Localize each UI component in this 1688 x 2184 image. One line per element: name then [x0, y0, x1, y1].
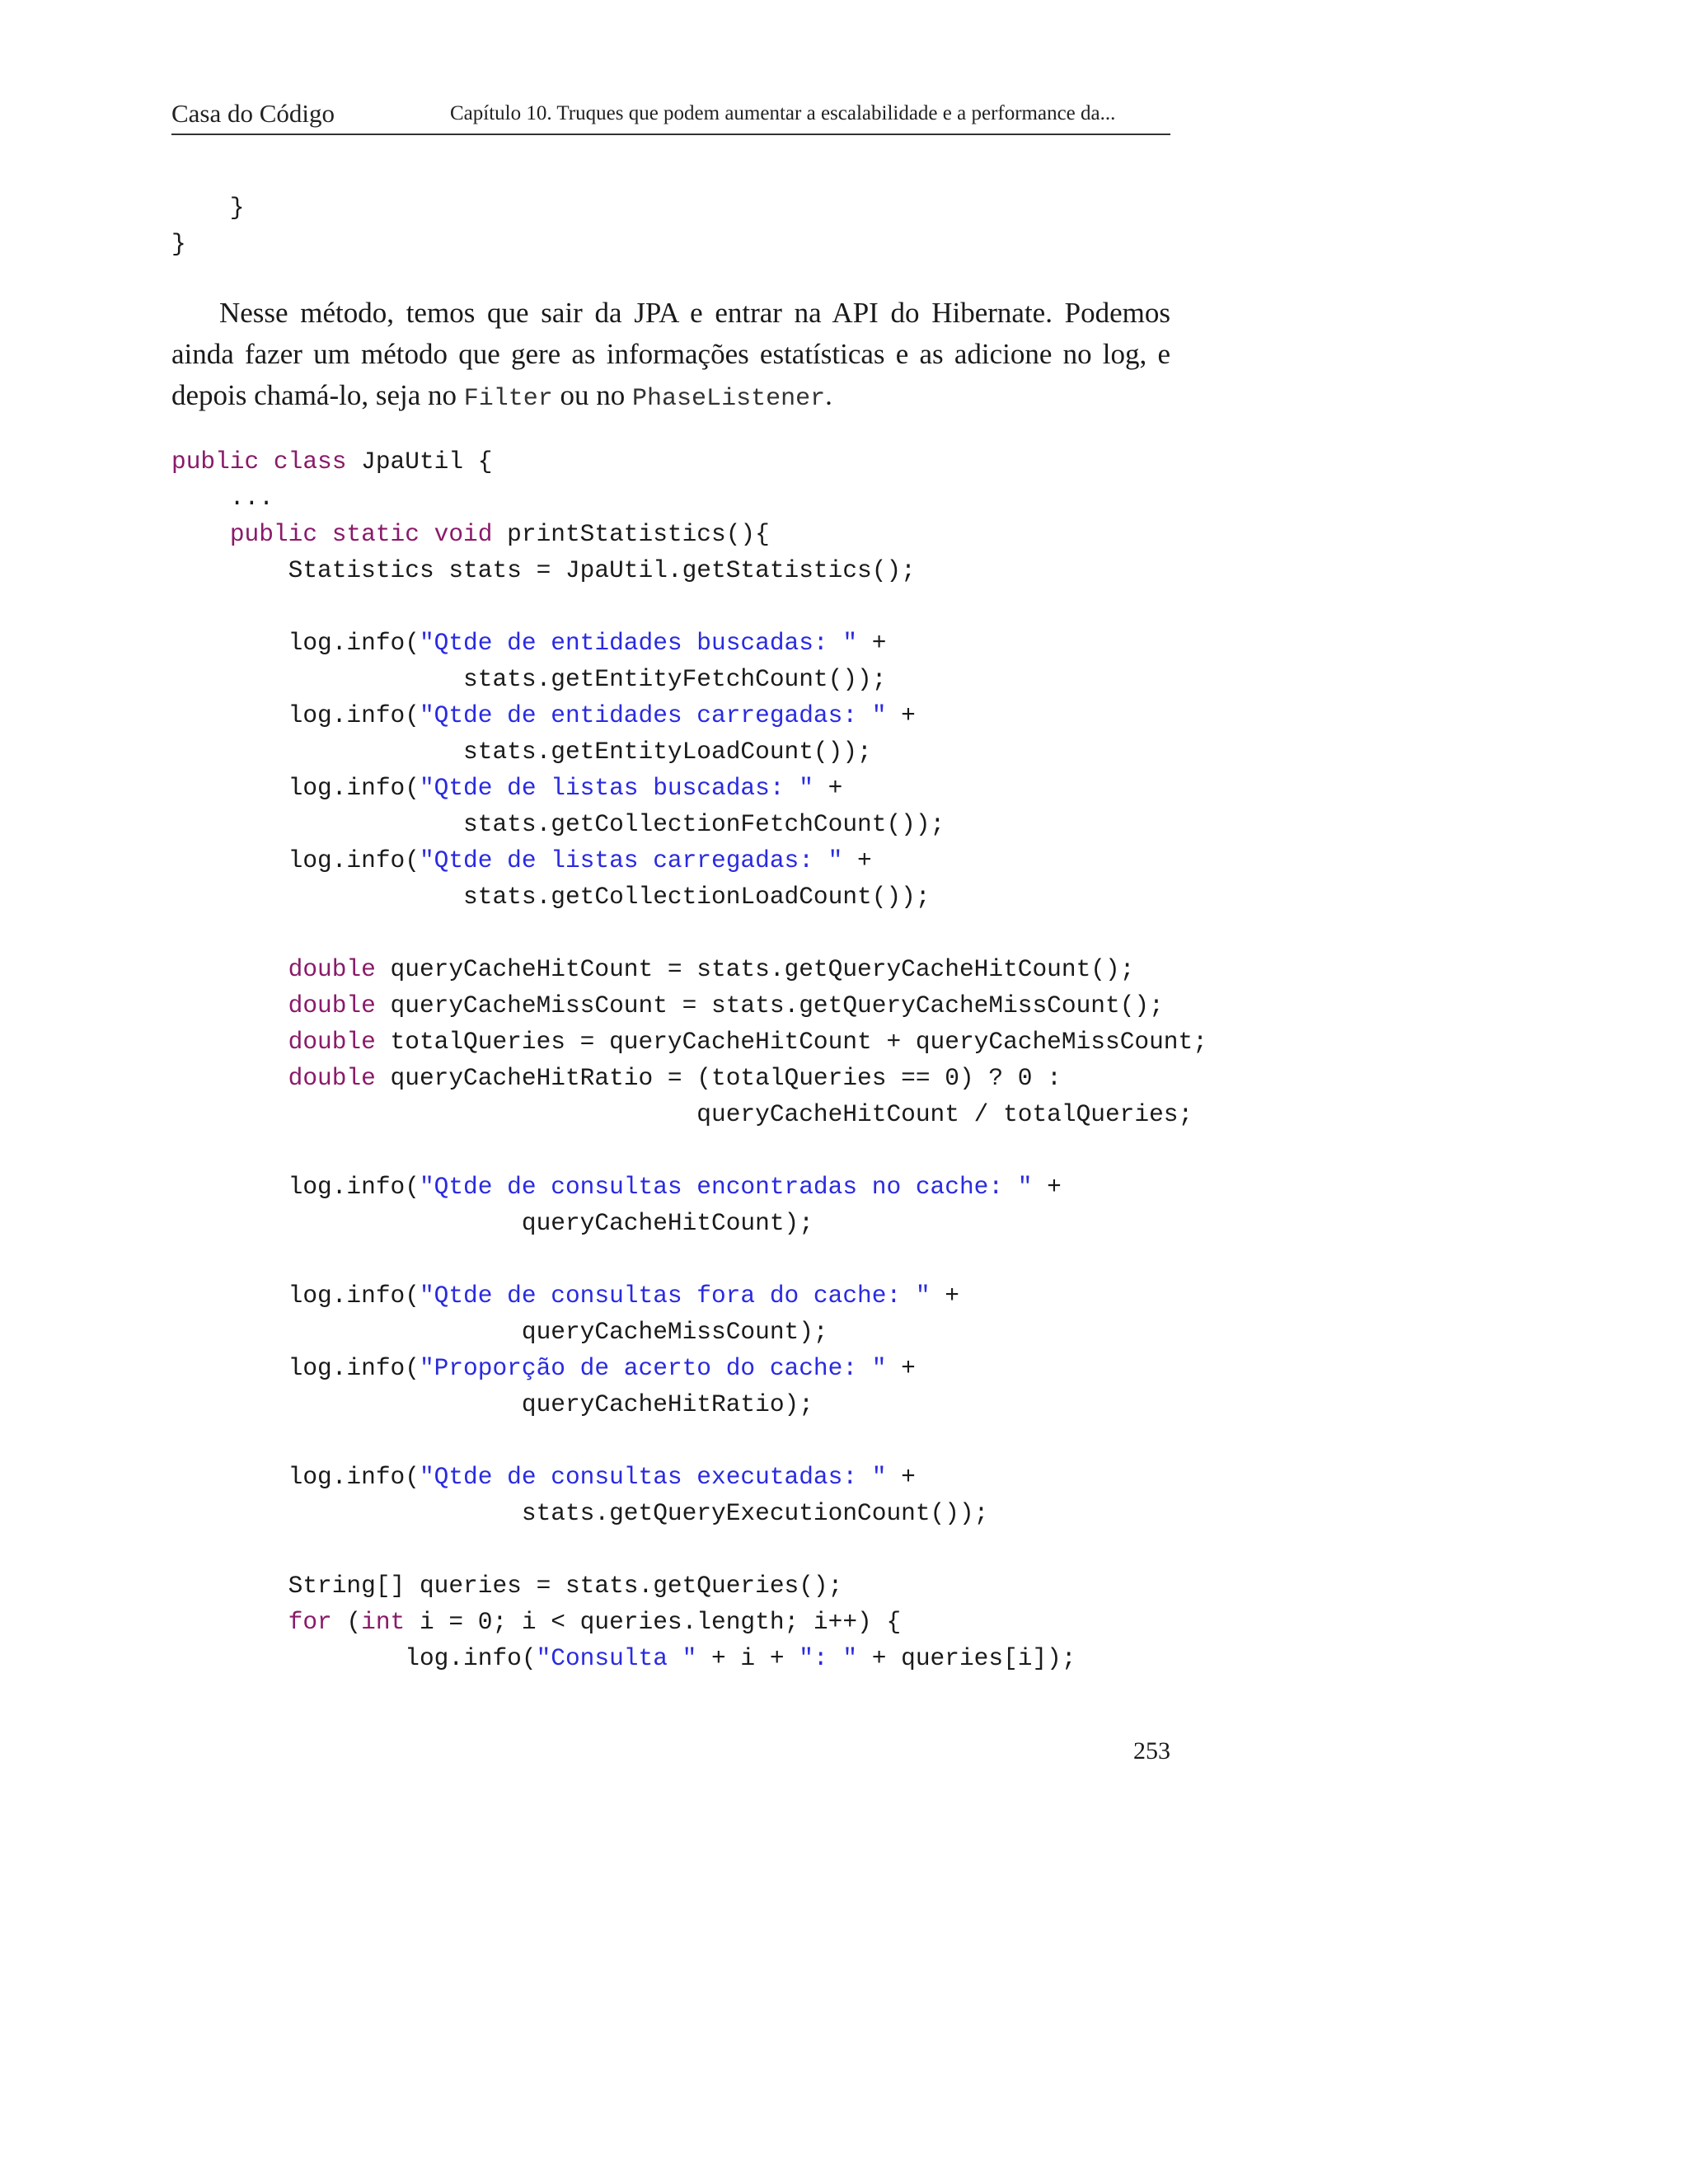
- code-line: }: [171, 194, 245, 222]
- paragraph-text-1: Nesse método, temos que sair da JPA e entrar na API do Hibernate. Podemos ainda fazer um método que gere as informações estatísticas e as adicione no log, e depois chamá-lo, seja no: [171, 297, 1170, 411]
- code-line: stats.getQueryExecutionCount());: [171, 1499, 989, 1527]
- code-line: log.info("Proporção de acerto do cache: " +: [171, 1354, 916, 1382]
- body-paragraph: [171, 293, 1170, 419]
- code-line: log.info("Qtde de entidades carregadas: " +: [171, 701, 916, 729]
- code-line: log.info("Qtde de listas buscadas: " +: [171, 774, 843, 802]
- code-string: "Qtde de consultas encontradas no cache: ": [419, 1173, 1033, 1201]
- code-line: queryCacheHitCount / totalQueries;: [171, 1100, 1193, 1128]
- code-keyword: class: [273, 448, 347, 476]
- code-string: "Qtde de listas buscadas: ": [419, 774, 814, 802]
- code-line: ...: [171, 484, 274, 512]
- code-keyword: static: [331, 520, 420, 548]
- code-line: stats.getEntityFetchCount());: [171, 665, 887, 693]
- code-keyword: public: [229, 520, 318, 548]
- code-line: for (int i = 0; i < queries.length; i++) {: [288, 1608, 902, 1636]
- code-line: log.info("Qtde de consultas encontradas no cache: " +: [171, 1173, 1062, 1201]
- code-string: "Qtde de listas carregadas: ": [419, 846, 843, 874]
- code-block-jpautil: [171, 443, 1207, 1676]
- paragraph-text-3: .: [825, 379, 832, 411]
- code-keyword: public: [171, 448, 260, 476]
- code-string: "Qtde de consultas fora do cache: ": [419, 1282, 931, 1310]
- code-line: double queryCacheHitRatio = (totalQueries == 0) ? 0 :: [288, 1064, 1062, 1092]
- code-line: double queryCacheMissCount = stats.getQueryCacheMissCount();: [288, 991, 1164, 1019]
- code-line: double totalQueries = queryCacheHitCount + queryCacheMissCount;: [288, 1028, 1207, 1056]
- code-line: stats.getCollectionLoadCount());: [171, 883, 931, 911]
- code-line: log.info("Qtde de consultas fora do cache: " +: [171, 1282, 959, 1310]
- code-line: stats.getCollectionFetchCount());: [171, 810, 945, 838]
- code-string: ": ": [799, 1644, 858, 1672]
- code-keyword: double: [288, 955, 376, 983]
- page-number: 253: [1133, 1737, 1170, 1765]
- chapter-title: Capítulo 10. Truques que podem aumentar a escalabilidade e a performance da...: [450, 102, 1116, 124]
- running-header: [171, 97, 1170, 135]
- code-string: "Proporção de acerto do cache: ": [419, 1354, 887, 1382]
- code-line: log.info("Qtde de entidades buscadas: " +: [171, 629, 887, 657]
- code-line: queryCacheHitRatio);: [171, 1390, 814, 1418]
- paragraph-text-2: ou no: [552, 379, 633, 411]
- inline-code-filter: Filter: [463, 385, 553, 413]
- code-line: }: [171, 230, 186, 258]
- code-string: "Qtde de entidades buscadas: ": [419, 629, 858, 657]
- code-line: log.info("Qtde de listas carregadas: " +: [171, 846, 872, 874]
- code-line: Statistics stats = JpaUtil.getStatistics();: [171, 556, 916, 584]
- code-keyword: double: [288, 1028, 376, 1056]
- code-keyword: double: [288, 991, 376, 1019]
- code-line: stats.getEntityLoadCount());: [171, 738, 872, 766]
- code-string: "Qtde de consultas executadas: ": [419, 1463, 887, 1491]
- code-line: double queryCacheHitCount = stats.getQueryCacheHitCount();: [288, 955, 1135, 983]
- code-line: public static void printStatistics(){: [229, 520, 770, 548]
- code-line: queryCacheHitCount);: [171, 1209, 814, 1237]
- code-block-top: [171, 190, 245, 262]
- code-keyword: for: [288, 1608, 332, 1636]
- code-string: "Qtde de entidades carregadas: ": [419, 701, 887, 729]
- code-keyword: int: [361, 1608, 406, 1636]
- book-title: Casa do Código: [171, 99, 335, 128]
- code-line: queryCacheMissCount);: [171, 1318, 828, 1346]
- code-line: String[] queries = stats.getQueries();: [171, 1572, 843, 1600]
- code-line: public class JpaUtil {: [171, 448, 493, 476]
- inline-code-phaselistener: PhaseListener: [632, 385, 826, 413]
- code-line: log.info("Qtde de consultas executadas: " +: [171, 1463, 916, 1491]
- code-string: "Consulta ": [536, 1644, 697, 1672]
- code-keyword: void: [434, 520, 493, 548]
- code-keyword: double: [288, 1064, 376, 1092]
- code-line: log.info("Consulta " + i + ": " + queries[i]);: [171, 1644, 1076, 1672]
